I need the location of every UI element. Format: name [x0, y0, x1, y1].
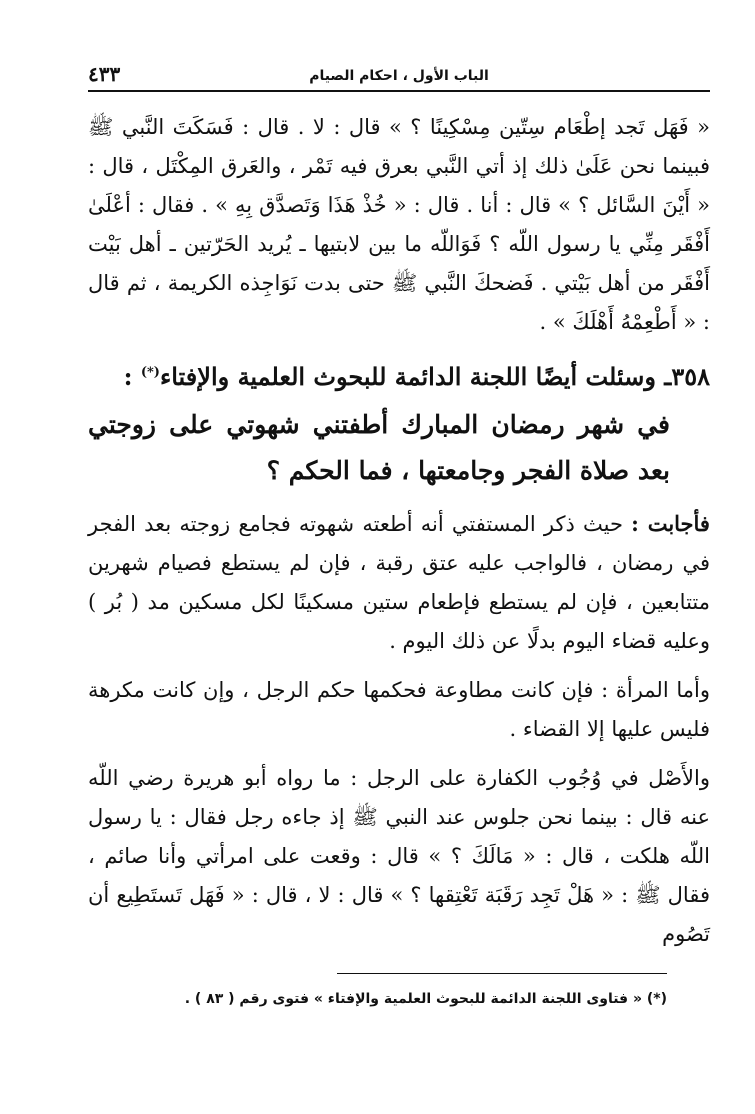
hadith-continuation-paragraph: « فَهَل تَجد إطْعَام سِتّين مِسْكِينًا ؟ » قال : لا . قال : فَسَكَتَ النَّبي ﷺ فبينما نحن عَلَىٰ ذلك إذ أتي النَّبي بعرق فيه تَمْر ، والعَرق المِكْتَل ، قال : « أَيْنَ السَّائل ؟ » قال : أنا . قال : « خُذْ هَذَا وَتَصدَّق بِهِ » . فقال : أعْلَىٰ أَفْقَر مِنِّي يا رسول اللّه ؟ فَوَاللّه ما بين لابتيها ـ يُريد الحَرّتين ـ أهل بَيْت أَفْقَر من أهل بَيْتي . فَضحكَ النَّبي ﷺ حتى بدت نَوَاجِذه الكريمة ، ثم قال : « أَطْعِمْهُ أَهْلَكَ » .	[88, 115, 710, 334]
page-number: ٤٣٣	[88, 62, 121, 86]
fatwa-heading-text: ٣٥٨ـ وسئلت أيضًا اللجنة الدائمة للبحوث العلمية والإفتاء	[159, 362, 710, 391]
page-body	[88, 108, 710, 962]
answer-text: حيث ذكر المستفتي أنه أطعته شهوته فجامع زوجته بعد الفجر في رمضان ، فالواجب عليه عتق رقبة ، فإن لم يستطع فصيام شهرين متتابعين ، فإن لم يستطع فإطعام ستين مسكينًا لكل مسكين مد ( بُر ) وعليه قضاء اليوم بدلًا عن ذلك اليوم .	[88, 512, 710, 653]
basis-paragraph: والأَصْل في وُجُوب الكفارة على الرجل : ما رواه أبو هريرة رضي اللّه عنه قال : بينما نحن جلوس عند النبي ﷺ إذ جاءه رجل فقال : يا رسول اللّه هلكت ، قال : « مَالَكَ ؟ » قال : وقعت على امرأتي وأنا صائم ، فقال ﷺ : « هَلْ تَجِد رَقَبَة تَعْتِقها ؟ » قال : لا ، قال : « فَهَل تَستَطِيع أن تَصُوم	[88, 766, 710, 946]
fatwa-heading	[88, 350, 710, 400]
footnote-reference: (*)	[140, 365, 160, 380]
answer-label: فأجابت :	[631, 511, 710, 536]
chapter-title: الباب الأول ، احكام الصيام	[309, 68, 489, 84]
woman-ruling-paragraph: وأما المرأة : فإن كانت مطاوعة فحكمها حكم الرجل ، وإن كانت مكرهة فليس عليها إلا القضاء .	[88, 678, 710, 741]
fatwa-heading-colon: :	[123, 362, 141, 391]
page-header	[88, 60, 710, 92]
footnote: (*) « فتاوى اللجنة الدائمة للبحوث العلمية والإفتاء » فتوى رقم ( ٨٣ ) .	[184, 991, 667, 1007]
fatwa-question: في شهر رمضان المبارك أطفتني شهوتي على زوجتي بعد صلاة الفجر وجامعتها ، فما الحكم ؟	[88, 410, 670, 485]
footnote-divider	[337, 973, 667, 974]
fatwa-answer-paragraph	[88, 504, 710, 661]
